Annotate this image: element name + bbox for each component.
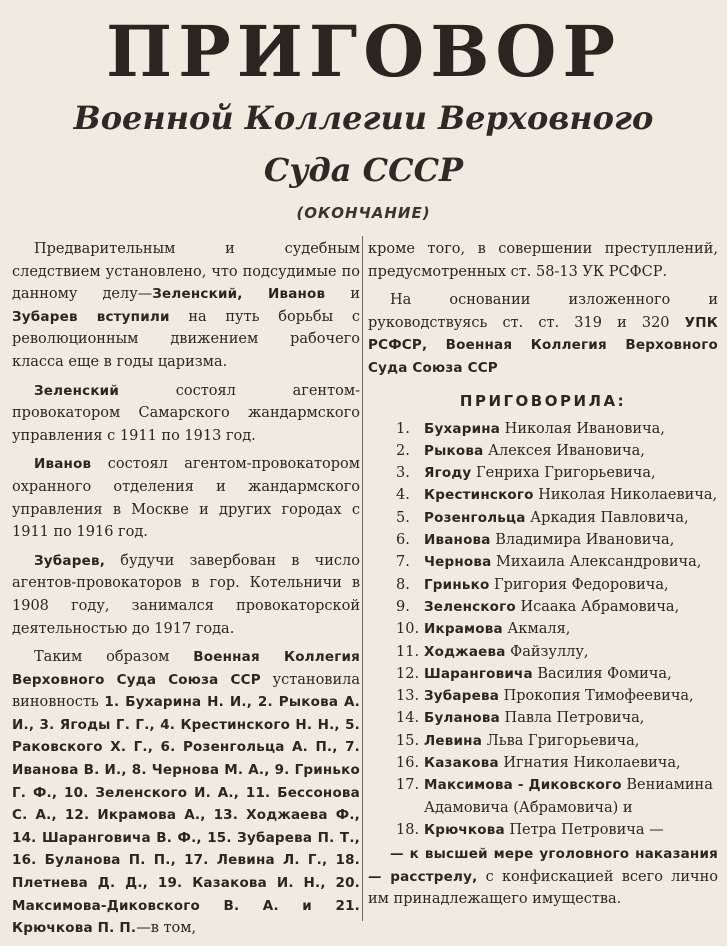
- defendant-given-names: Льва Григорьевича,: [482, 732, 640, 749]
- defendant-surname: Казакова: [424, 755, 499, 772]
- defendant-given-names: Файзуллу,: [505, 643, 589, 660]
- paragraph-basis: [368, 289, 718, 379]
- bold-sentence: — к высшей мере уголовного наказания — расстрелу,: [368, 846, 718, 885]
- list-number: 1.: [396, 420, 410, 437]
- text: Таким образом: [34, 649, 194, 666]
- text: и: [325, 286, 360, 303]
- list-item: [368, 574, 718, 596]
- defendant-given-names: Аркадия Павловича,: [525, 509, 689, 526]
- paragraph-zelensky: [12, 380, 360, 448]
- defendant-surname: Бухарина: [424, 420, 501, 437]
- list-item: [368, 774, 718, 819]
- list-item: [368, 507, 718, 529]
- text: на путь борьбы с революционным движением рабочего класса еще в годы царизма.: [12, 308, 360, 370]
- bold-code: УПК РСФСР,: [368, 314, 718, 354]
- bold-name: Зубарев,: [34, 552, 106, 569]
- defendant-given-names: Игнатия Николаевича,: [498, 755, 681, 772]
- defendant-given-names: Акмаля,: [502, 621, 571, 638]
- list-item: [368, 819, 718, 841]
- defendant-given-names: Павла Петровича,: [499, 710, 645, 727]
- list-number: 14.: [396, 710, 420, 727]
- list-number: 6.: [396, 532, 410, 549]
- list-number: 10.: [396, 621, 420, 638]
- defendant-surname: Гринько: [424, 576, 490, 593]
- list-number: 7.: [396, 554, 410, 571]
- list-number: 8.: [396, 576, 410, 593]
- list-item: [368, 529, 718, 551]
- list-number: 9.: [396, 598, 410, 615]
- defendant-surname: Икрамова: [424, 621, 503, 638]
- defendant-given-names: Прокопия Тимофеевича,: [499, 688, 694, 705]
- defendant-surname: Крестинского: [424, 487, 534, 504]
- defendant-surname: Ходжаева: [424, 643, 506, 660]
- defendant-given-names: Алексея Ивановича,: [483, 442, 645, 459]
- list-item: [368, 641, 718, 663]
- defendant-surname: Крючкова: [424, 821, 505, 838]
- subtitle-line-2: Суда СССР: [263, 151, 464, 189]
- text: [427, 337, 445, 353]
- defendant-surname: Зеленского: [424, 598, 516, 615]
- list-number: 16.: [396, 755, 420, 772]
- list-item: [368, 440, 718, 462]
- paragraph-investigation: [12, 238, 360, 374]
- defendant-surname: Розенгольца: [424, 509, 526, 526]
- text: установила виновность: [12, 671, 360, 711]
- bold-defendants: 1. Бухарина Н. И., 2. Рыкова А. И., 3. Ягоды Г. Г., 4. Крестинского Н. Н., 5. Раковского Х. Г., 6. Розенгольца А. П., 7. Иванова В. И., 8. Чернова М. А., 9. Гринько Г. Ф., 10. Зеленского И. А., 11. Бессонова С. А., 12. Икрамова А., 13. Ходжаева Ф., 14. Шаранговича В. Ф., 15. Зубарева П. Т., 16. Буланова П. П., 17. Левина Л. Г., 18. Плетнева Д. Д., 19. Казакова И. Н., 20. Максимова-Диковского В. А. и 21. Крючкова П. П.: [12, 694, 360, 937]
- defendant-given-names: Петра Петровича —: [504, 821, 664, 838]
- list-number: 4.: [396, 487, 410, 504]
- defendant-surname: Зубарева: [424, 688, 499, 705]
- list-item: [368, 462, 718, 484]
- list-item: [368, 707, 718, 729]
- defendant-given-names: Генриха Григорьевича,: [471, 465, 656, 482]
- defendant-given-names: Григория Федоровича,: [489, 576, 669, 593]
- list-number: 15.: [396, 732, 420, 749]
- sentence-heading: ПРИГОВОРИЛА:: [459, 391, 627, 410]
- list-number: 12.: [396, 665, 420, 682]
- bold-name: Зеленский: [34, 382, 120, 399]
- defendant-given-names: Николая Ивановича,: [500, 420, 665, 437]
- defendant-given-names: Вениамина Адамовича (Абрамовича) и: [424, 777, 713, 816]
- defendant-surname: Левина: [424, 732, 483, 749]
- defendant-given-names: Владимира Ивановича,: [490, 532, 675, 549]
- subtitle-line-1: Военной Коллегии Верховного: [73, 99, 654, 137]
- left-column: [12, 238, 360, 946]
- sentence-list: [368, 418, 718, 842]
- defendant-given-names: Николая Николаевича,: [533, 487, 718, 504]
- right-column: [368, 238, 718, 910]
- list-item: [368, 484, 718, 506]
- page-title: ПРИГОВОР: [106, 10, 621, 93]
- list-number: 3.: [396, 465, 410, 482]
- list-number: 11.: [396, 643, 420, 660]
- list-item: [368, 752, 718, 774]
- paragraph-ivanov: [12, 453, 360, 543]
- text: На основании изложенного и руководствуясь ст. ст. 319 и 320: [368, 292, 718, 331]
- bold-court: Военная Коллегия Верховного Суда Союза ССР: [368, 337, 718, 376]
- text: с конфискацией всего лично им принадлежащего имущества.: [368, 868, 719, 907]
- defendant-surname: Буланова: [424, 710, 500, 727]
- text: будучи завербован в число агентов-провокаторов в гор. Котельничи в 1908 году, занимался провокаторской деятельностью до 1917 года.: [12, 552, 360, 637]
- list-number: 17.: [396, 777, 420, 794]
- text: Предварительным и судебным следствием установлено, что подсудимые по данному делу—: [12, 241, 360, 303]
- bold-names: Зеленский, Иванов: [152, 286, 326, 303]
- list-number: 18.: [396, 821, 420, 838]
- paragraph-sentence: [368, 843, 718, 910]
- defendant-surname: Ягоду: [424, 465, 472, 482]
- text: состоял агентом-провокатором охранного отделения и жандармского управления в Москве и других городах с 1911 по 1916 год.: [12, 456, 360, 541]
- bold-names: Зубарев вступили: [12, 308, 170, 325]
- paragraph-zubarev: [12, 550, 360, 640]
- list-item: [368, 596, 718, 618]
- continuation-label: (ОКОНЧАНИЕ): [296, 204, 431, 222]
- defendant-given-names: Василия Фомича,: [532, 665, 672, 682]
- list-item: [368, 418, 718, 440]
- list-item: [368, 730, 718, 752]
- list-item: [368, 551, 718, 573]
- list-number: 2.: [396, 442, 410, 459]
- text: —в том,: [136, 920, 197, 937]
- list-item: [368, 685, 718, 707]
- defendant-surname: Иванова: [424, 532, 491, 549]
- column-divider: [362, 236, 363, 921]
- defendant-surname: Максимова - Диковского: [424, 777, 622, 794]
- list-number: 5.: [396, 509, 410, 526]
- list-item: [368, 618, 718, 640]
- defendant-given-names: Михаила Александровича,: [491, 554, 702, 571]
- defendant-surname: Рыкова: [424, 442, 484, 459]
- defendant-given-names: Исаака Абрамовича,: [515, 598, 680, 615]
- text: состоял агентом-провокатором Самарского жандармского управления с 1911 по 1913 год.: [12, 382, 360, 444]
- list-number: 13.: [396, 688, 420, 705]
- paragraph-continuation: кроме того, в совершении преступлений, предусмотренных ст. 58-13 УК РСФСР.: [368, 241, 718, 280]
- list-item: [368, 663, 718, 685]
- bold-court: Военная Коллегия Верховного Суда Союза ССР: [12, 649, 360, 688]
- defendant-surname: Шаранговича: [424, 665, 533, 682]
- defendant-surname: Чернова: [424, 554, 492, 571]
- bold-name: Иванов: [34, 456, 92, 473]
- paragraph-verdict-established: [12, 646, 360, 940]
